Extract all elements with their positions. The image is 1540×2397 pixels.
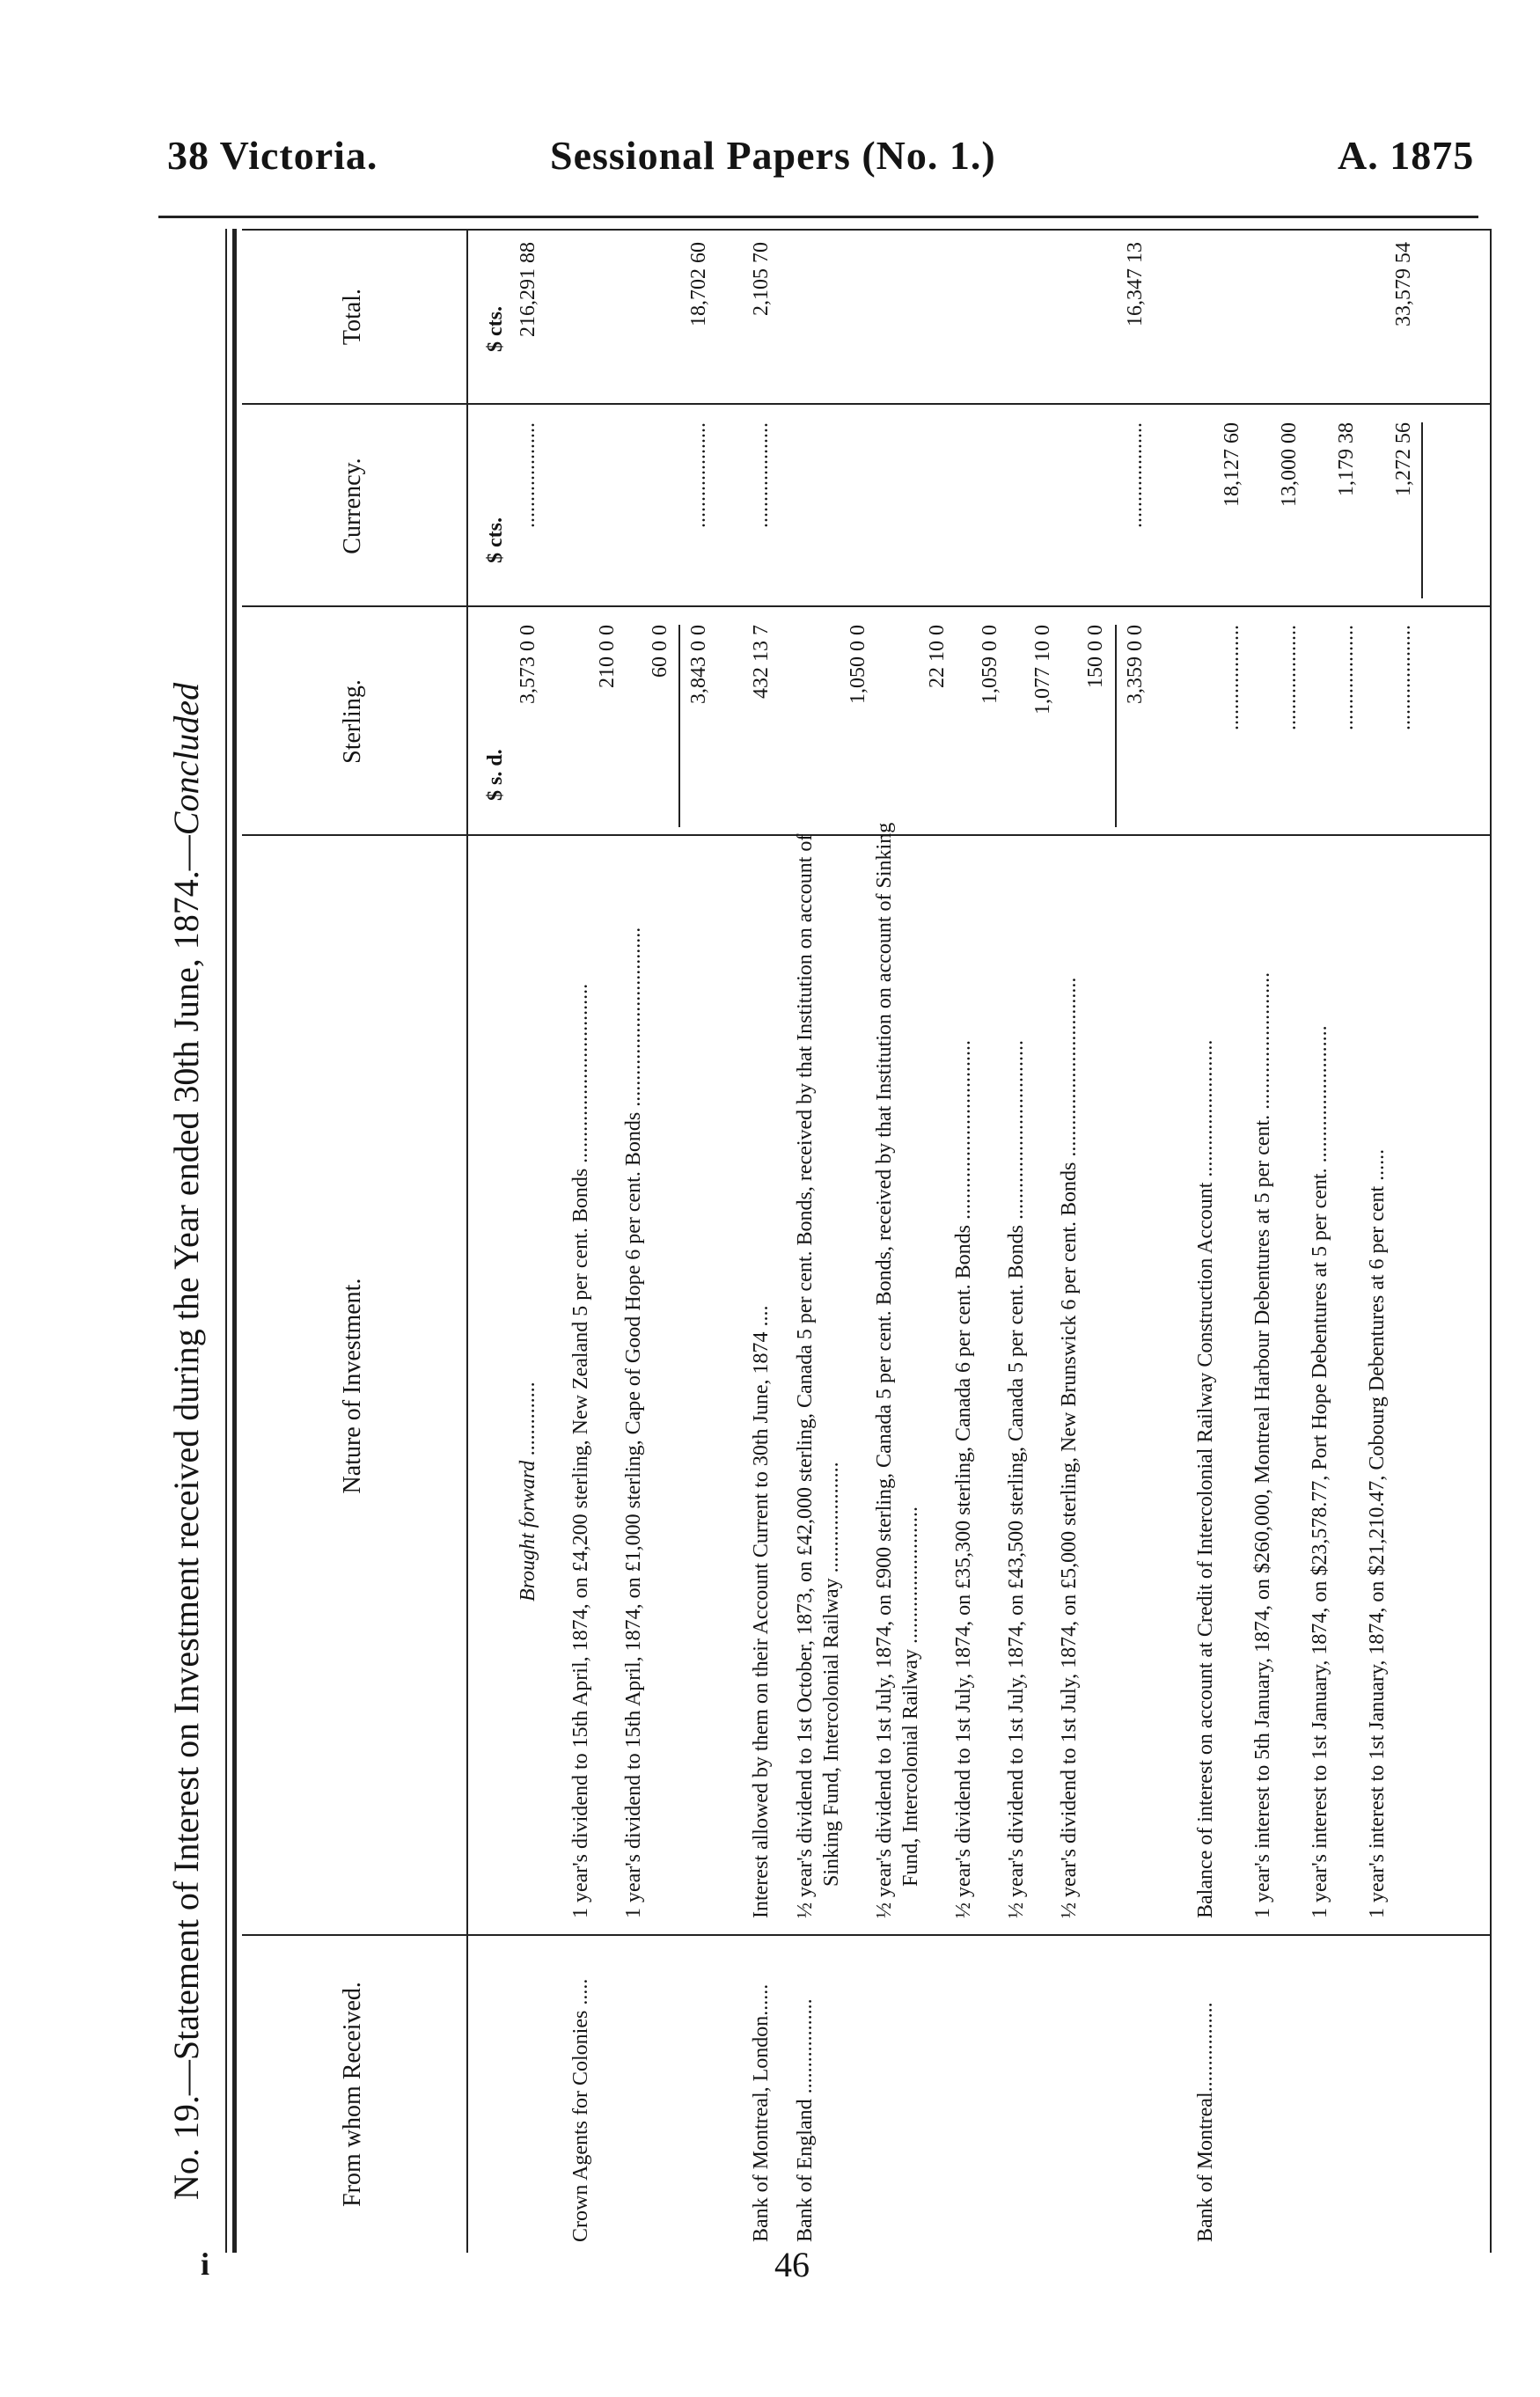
from-cell: Bank of Montreal................. (1194, 2002, 1217, 2242)
statement-title-concluded: Concluded (166, 682, 206, 836)
sterling-cell: .................... (1278, 625, 1301, 730)
sterling-cell: 1,050 0 0 (847, 625, 869, 704)
sterling-cell: 3,359 0 0 (1124, 625, 1147, 704)
footer-mark: i (201, 2247, 210, 2282)
nature-cell: 1 year's interest to 1st January, 1874, on $23,578.77, Port Hope Debentures at 5 per cent. .......................... (1309, 1025, 1331, 1918)
nature-cell: Balance of interest on account at Credit of Intercolonial Railway Construction Account .......................... (1194, 1039, 1217, 1918)
currency-cell: .................... (687, 422, 710, 528)
currency-cell: .................... (517, 422, 539, 528)
nature-cell: ½ year's dividend to 1st July, 1874, on £35,300 sterling, Canada 6 per cent. Bonds .................................. (952, 1040, 975, 1918)
total-cell: 216,291 88 (517, 242, 539, 337)
subtotal-rule (1115, 625, 1117, 827)
investment-table (242, 229, 1492, 2253)
currency-cell: .................... (1124, 422, 1147, 528)
total-cell: 18,702 60 (687, 242, 710, 326)
subtotal-rule (1421, 422, 1423, 598)
column-divider (242, 605, 1492, 607)
title-rule-thin (225, 229, 227, 2253)
column-divider (242, 229, 1492, 231)
column-divider (242, 403, 1492, 405)
header-session: 38 Victoria. (167, 133, 378, 178)
header-rule (158, 216, 1478, 218)
column-header-nature: Nature of Investment. (339, 1278, 366, 1494)
currency-cell: .................... (750, 422, 773, 528)
sterling-units: $ s. d. (484, 749, 507, 801)
currency-cell: 13,000 00 (1278, 422, 1301, 507)
nature-cell: 1 year's interest to 1st January, 1874, on $21,210.47, Cobourg Debentures at 6 per cent ...... (1366, 1148, 1389, 1918)
sterling-cell: 1,059 0 0 (979, 625, 1001, 704)
sterling-cell: 60 0 0 (649, 625, 671, 678)
nature-cell: Brought forward .............. (517, 1381, 539, 1602)
sterling-cell: 1,077 10 0 (1031, 625, 1054, 715)
statement-title-main: No. 19.—Statement of Interest on Investment received during the Year ended 30th June, 1874.— (166, 835, 206, 2200)
sterling-cell: 3,573 0 0 (517, 625, 539, 704)
column-divider (242, 834, 1492, 836)
table-bottom-rule (1490, 229, 1492, 2253)
currency-cell: 1,272 56 (1392, 422, 1415, 496)
currency-cell: 18,127 60 (1221, 422, 1243, 507)
nature-cell: 1 year's interest to 5th January, 1874, on $260,000, Montreal Harbour Debentures at 5 per cent. .......................... (1251, 971, 1274, 1918)
currency-units: $ cts. (484, 517, 507, 563)
nature-cell: ½ year's dividend to 1st July, 1874, on £900 sterling, Canada 5 per cent. Bonds, received by that Institution on account of Sinking Fund, Intercolonial Railway .......................... (873, 822, 922, 1918)
subtotal-rule (678, 625, 680, 827)
column-divider (242, 1934, 1492, 1936)
total-cell: 16,347 13 (1124, 242, 1147, 326)
column-header-currency: Currency. (339, 458, 366, 554)
from-cell: Bank of Montreal, London...... (750, 1983, 773, 2242)
column-header-total: Total. (339, 288, 366, 346)
nature-cell: Interest allowed by them on their Account Current to 30th June, 1874 .... (750, 1305, 773, 1918)
sterling-cell: 210 0 0 (596, 625, 619, 688)
nature-cell: ½ year's dividend to 1st October, 1873, on £42,000 sterling, Canada 5 per cent. Bonds, received by that Institution on account of Sinking Fund, Intercolonial Railway ..................... (794, 833, 843, 1918)
nature-cell: ½ year's dividend to 1st July, 1874, on £5,000 sterling, New Brunswick 6 per cent. Bonds .................................. (1058, 977, 1081, 1918)
from-cell: Bank of England .................. (794, 1998, 817, 2242)
header-publication: Sessional Papers (No. 1.) (550, 133, 996, 178)
sterling-cell: .................... (1335, 625, 1358, 730)
sterling-cell: 432 13 7 (750, 625, 773, 699)
total-units: $ cts. (484, 306, 507, 352)
total-cell: 2,105 70 (750, 242, 773, 316)
page-number: 46 (774, 2245, 810, 2284)
nature-cell: ½ year's dividend to 1st July, 1874, on £43,500 sterling, Canada 5 per cent. Bonds .................................. (1005, 1040, 1028, 1918)
nature-cell: 1 year's dividend to 15th April, 1874, on £1,000 sterling, Cape of Good Hope 6 per cent. Bonds .................................. (622, 927, 645, 1918)
sterling-cell: .................... (1221, 625, 1243, 730)
currency-cell: 1,179 38 (1335, 422, 1358, 496)
rotated-table-sheet (158, 229, 1496, 2253)
sterling-cell: 150 0 0 (1084, 625, 1107, 688)
total-cell: 33,579 54 (1392, 242, 1415, 326)
nature-cell: 1 year's dividend to 15th April, 1874, on £4,200 sterling, New Zealand 5 per cent. Bonds .................................. (569, 983, 592, 1918)
sterling-cell: .................... (1392, 625, 1415, 730)
header-rule (466, 229, 468, 2253)
sterling-cell: 3,843 0 0 (687, 625, 710, 704)
header-year: A. 1875 (1338, 133, 1475, 178)
title-rule-thick (232, 229, 237, 2253)
column-header-from: From whom Received. (339, 1982, 366, 2207)
column-header-sterling: Sterling. (339, 679, 366, 764)
sterling-cell: 22 10 0 (926, 625, 949, 688)
from-cell: Crown Agents for Colonies ..... (569, 1978, 592, 2242)
statement-title (165, 683, 207, 2200)
